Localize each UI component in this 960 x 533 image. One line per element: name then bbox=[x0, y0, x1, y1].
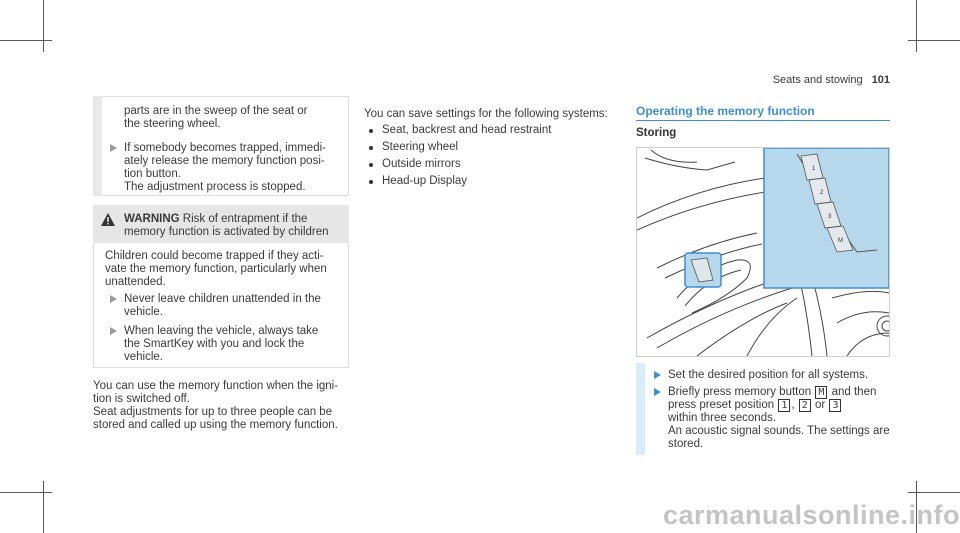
step-arrow-icon bbox=[654, 371, 661, 379]
crop-mark bbox=[916, 0, 917, 52]
crop-mark bbox=[43, 481, 44, 533]
warning-body: Children could become trapped if they acti- vate the memory function, particularly when unattended. bbox=[105, 250, 327, 288]
preset-key-2: 2 bbox=[799, 399, 811, 412]
preset-key-1: 1 bbox=[778, 399, 790, 412]
watermark: carmanualsonline.info bbox=[662, 500, 960, 530]
memory-button-3-label: 3 bbox=[828, 214, 832, 220]
section-heading: Operating the memory function bbox=[636, 104, 815, 118]
bullet-icon bbox=[369, 129, 373, 133]
warning-step-smartkey: When leaving the vehicle, always take the SmartKey with you and lock the vehicle. bbox=[110, 325, 340, 364]
warning-step-children: Never leave children unattended in the vehicle. bbox=[110, 293, 340, 319]
step-arrow-icon bbox=[110, 295, 117, 303]
section-title: Seats and stowing bbox=[772, 74, 863, 86]
page-header bbox=[760, 74, 890, 87]
door-panel-drawing bbox=[637, 148, 889, 356]
warning-title: WARNING Risk of entrapment if the memory function is activated by children bbox=[124, 213, 329, 238]
subheading: Storing bbox=[636, 127, 677, 139]
page-number: 101 bbox=[871, 74, 890, 86]
systems-intro: You can save settings for the following systems: bbox=[364, 108, 608, 120]
bullet-icon bbox=[369, 180, 373, 184]
memory-button-1-label: 1 bbox=[812, 166, 816, 172]
memory-button-m-label: M bbox=[838, 238, 843, 244]
list-item: Outside mirrors bbox=[364, 158, 614, 175]
step-arrow-icon bbox=[654, 388, 661, 396]
memory-button-2-label: 2 bbox=[820, 190, 824, 196]
heading-rule bbox=[636, 120, 890, 121]
warning-triangle-icon bbox=[101, 213, 115, 231]
step-arrow-icon bbox=[110, 327, 117, 335]
crop-mark bbox=[0, 40, 52, 41]
step-arrow-icon bbox=[110, 144, 117, 152]
door-panel-illustration bbox=[636, 147, 890, 357]
memory-button-key: M bbox=[815, 386, 827, 399]
bullet-icon bbox=[369, 163, 373, 167]
crop-mark bbox=[0, 492, 52, 493]
crop-mark bbox=[43, 0, 44, 52]
list-item: Seat, backrest and head restraint bbox=[364, 124, 614, 141]
step-press-buttons: Briefly press memory button M and then press preset position 1 , 2 or 3 within three seconds. An acoustic signal sounds. The settings are stored. bbox=[654, 386, 894, 451]
step-bar bbox=[636, 363, 645, 455]
step-trapped: If somebody becomes trapped, immedi- ately release the memory function posi- tion button. The adjustment process is stopped. bbox=[110, 142, 340, 194]
systems-list bbox=[364, 124, 614, 192]
step-set-position: Set the desired position for all systems. bbox=[654, 369, 894, 382]
list-item: Steering wheel bbox=[364, 141, 614, 158]
bullet-icon bbox=[369, 146, 373, 150]
step-bar bbox=[93, 96, 102, 196]
preset-key-3: 3 bbox=[829, 399, 841, 412]
memory-paragraph: You can use the memory function when the igni- tion is switched off. Seat adjustments for up to three people can be stored and called up using the memory function. bbox=[93, 380, 339, 431]
continued-text: parts are in the sweep of the seat or the steering wheel. bbox=[124, 105, 308, 130]
list-item: Head-up Display bbox=[364, 175, 614, 192]
